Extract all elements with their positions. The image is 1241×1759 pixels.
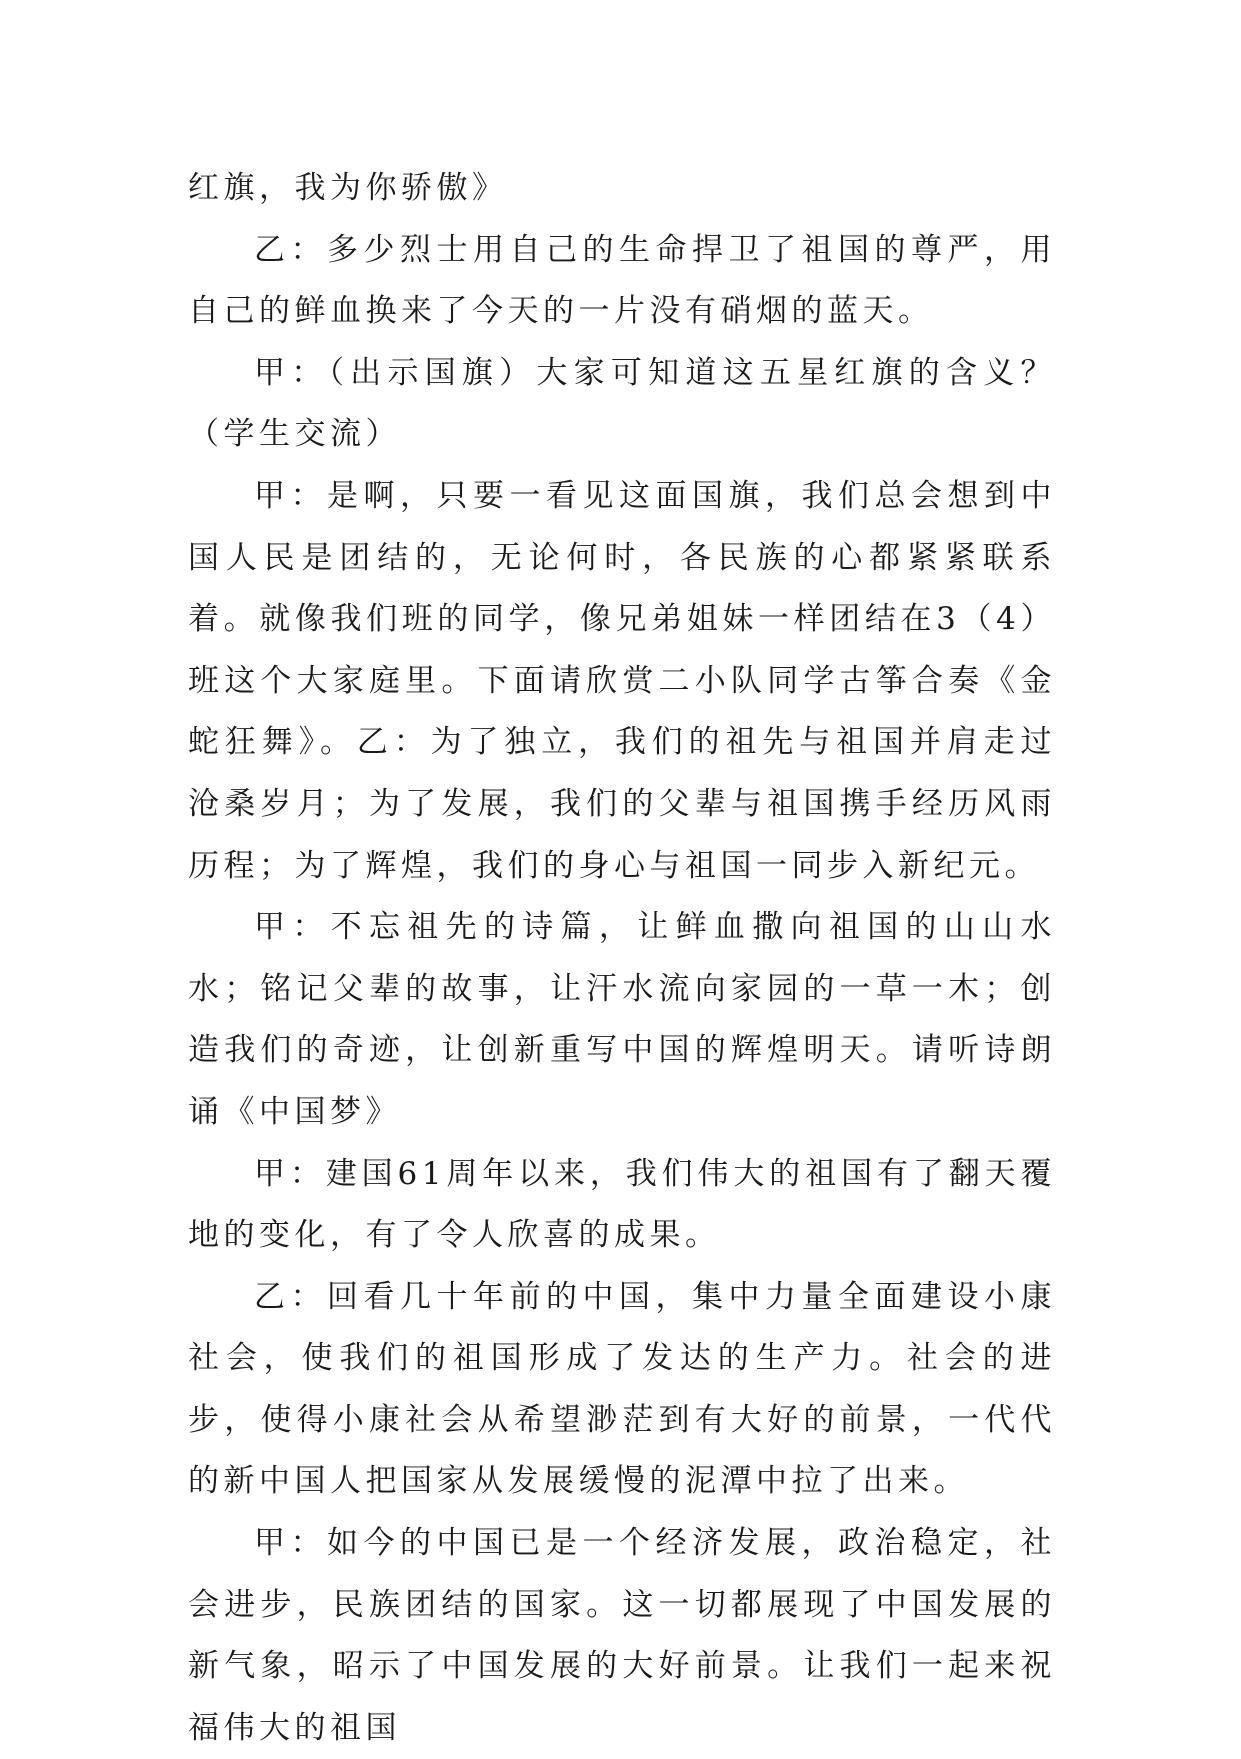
paragraph-jia-ancestors: 甲：不忘祖先的诗篇，让鲜血撒向祖国的山山水水；铭记父辈的故事，让汗水流向家园的一草一木；创造我们的奇迹，让创新重写中国的辉煌明天。请听诗朗诵《中国梦》 [188, 909, 1056, 1130]
paragraph-jia-unity: 甲：是啊，只要一看见这面国旗，我们总会想到中国人民是团结的，无论何时，各民族的心都紧紧联系着。就像我们班的同学，像兄弟姐妹一样团结在3（4）班这个大家庭里。下面请欣赏二小队同学古筝合奏《金蛇狂舞》。乙：为了独立，我们的祖先与祖国并肩走过沧桑岁月；为了发展，我们的父辈与祖国携手经历风雨历程；为了辉煌，我们的身心与祖国一同步入新纪元。 [188, 477, 1056, 884]
paragraph-yi-history: 乙：回看几十年前的中国，集中力量全面建设小康社会，使我们的祖国形成了发达的生产力。社会的进步，使得小康社会从希望渺茫到有大好的前景，一代代的新中国人把国家从发展缓慢的泥潭中拉了出来。 [188, 1278, 1056, 1500]
paragraph-yi-martyrs: 乙：多少烈士用自己的生命捍卫了祖国的尊严，用自己的鲜血换来了今天的一片没有硝烟的蓝天。 [188, 231, 1056, 330]
paragraph-jia-anniversary: 甲：建国61周年以来，我们伟大的祖国有了翻天覆地的变化，有了令人欣喜的成果。 [188, 1155, 1056, 1254]
document-body [188, 158, 1056, 1759]
paragraph-continuation: 红旗，我为你骄傲》 [188, 170, 508, 206]
paragraph-jia-flag: 甲：（出示国旗）大家可知道这五星红旗的含义？（学生交流） [188, 354, 1056, 453]
paragraph-jia-today: 甲：如今的中国已是一个经济发展，政治稳定，社会进步，民族团结的国家。这一切都展现了中国发展的新气象，昭示了中国发展的大好前景。让我们一起来祝福伟大的祖国 [188, 1525, 1056, 1746]
